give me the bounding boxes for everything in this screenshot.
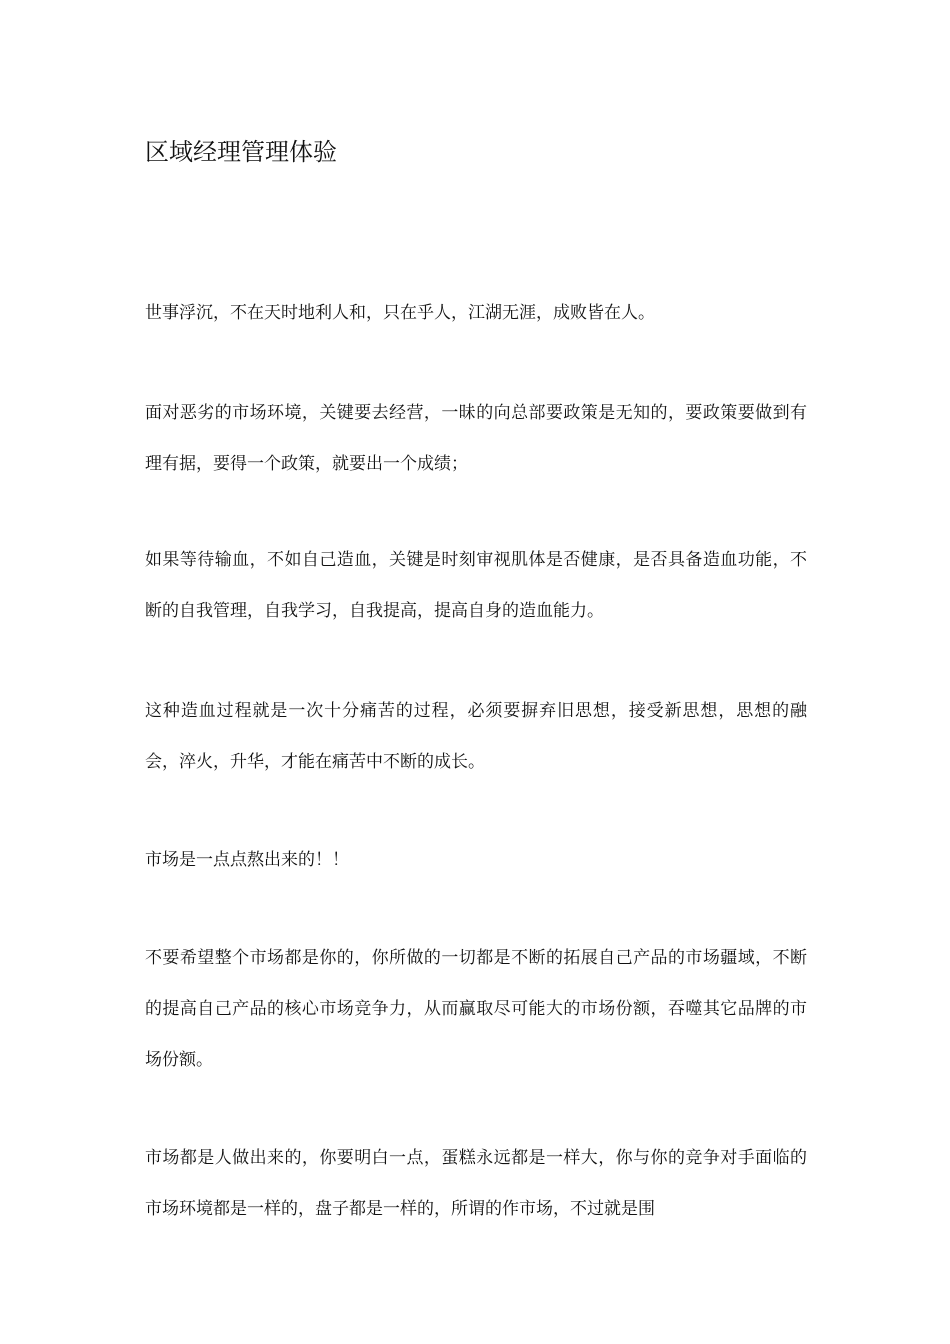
paragraph-5: 市场是一点点熬出来的！！	[145, 850, 349, 870]
document-title: 区域经理管理体验	[145, 138, 337, 166]
paragraph-4: 这种造血过程就是一次十分痛苦的过程，必须要摒弃旧思想，接受新思想，思想的融会，淬火，升华，才能在痛苦中不断的成长。	[145, 701, 807, 772]
paragraph-6: 不要希望整个市场都是你的，你所做的一切都是不断的拓展自己产品的市场疆域，不断的提高自己产品的核心市场竞争力，从而赢取尽可能大的市场份额，吞噬其它品牌的市场份额。	[145, 948, 807, 1070]
paragraph-2: 面对恶劣的市场环境，关键要去经营，一昧的向总部要政策是无知的，要政策要做到有理有据，要得一个政策，就要出一个成绩；	[145, 403, 807, 474]
paragraph-3: 如果等待输血，不如自己造血，关键是时刻审视肌体是否健康，是否具备造血功能，不断的自我管理，自我学习，自我提高，提高自身的造血能力。	[145, 550, 807, 621]
paragraph-7: 市场都是人做出来的，你要明白一点，蛋糕永远都是一样大，你与你的竞争对手面临的市场环境都是一样的，盘子都是一样的，所谓的作市场，不过就是围	[145, 1148, 807, 1219]
paragraph-1: 世事浮沉，不在天时地利人和，只在乎人，江湖无涯，成败皆在人。	[145, 303, 655, 323]
